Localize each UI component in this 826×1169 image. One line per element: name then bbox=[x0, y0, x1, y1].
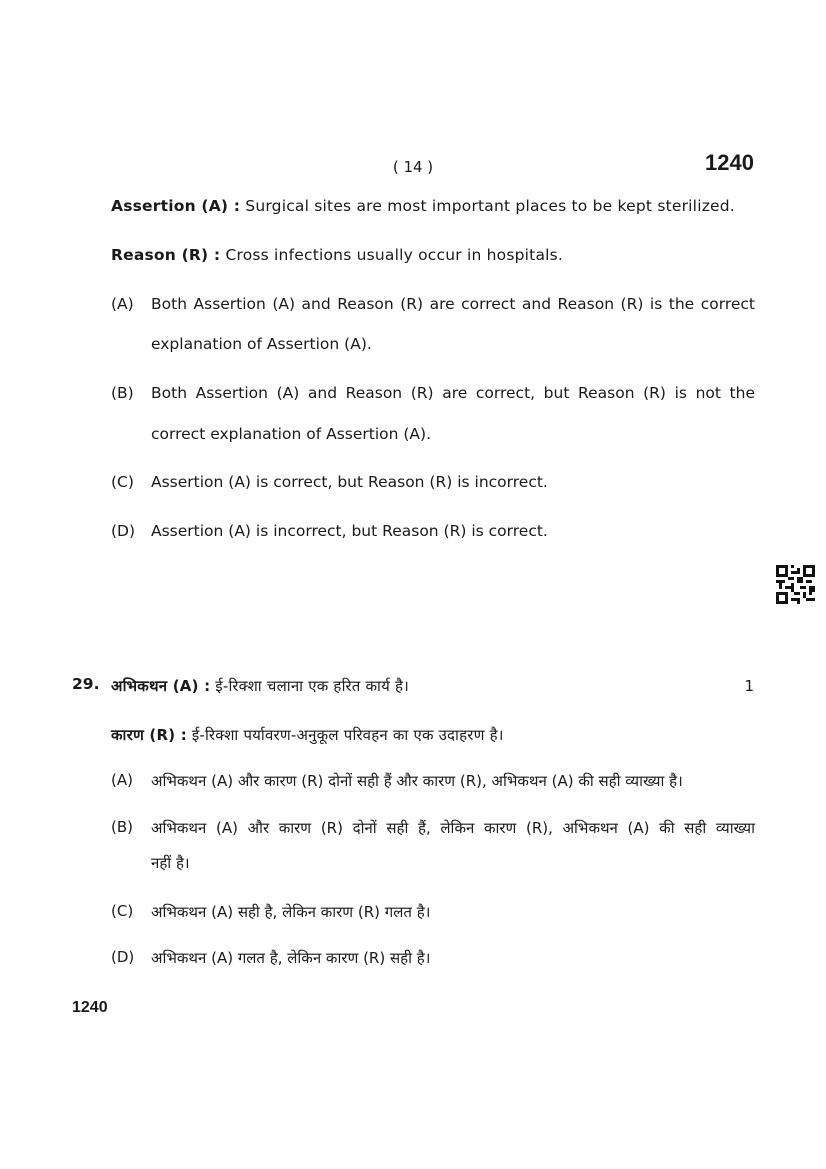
option-letter: (D) bbox=[111, 522, 136, 540]
q29-assertion-label: अभिकथन (A) : bbox=[111, 677, 211, 695]
q29-reason-label: कारण (R) : bbox=[111, 726, 187, 744]
option-letter: (A) bbox=[111, 295, 134, 313]
q29-assertion bbox=[111, 676, 409, 696]
option-letter: (C) bbox=[111, 902, 134, 920]
q29-assertion-text: ई-रिक्शा चलाना एक हरित कार्य है। bbox=[210, 677, 410, 695]
q28-reason bbox=[111, 246, 563, 264]
option-text: अभिकथन (A) गलत है, लेकिन कारण (R) सही है। bbox=[151, 949, 431, 967]
option-text: Both Assertion (A) and Reason (R) are correct and Reason (R) is the correct bbox=[151, 295, 755, 313]
q28-assertion-text: Surgical sites are most important places to be kept sterilized. bbox=[240, 197, 735, 215]
q28-reason-text: Cross infections usually occur in hospitals. bbox=[220, 246, 564, 264]
option-text: Assertion (A) is incorrect, but Reason (R) is correct. bbox=[151, 522, 548, 540]
question-number: 29. bbox=[72, 675, 100, 693]
q28-option-a-cont: explanation of Assertion (A). bbox=[151, 335, 372, 353]
paper-code-footer: 1240 bbox=[72, 999, 108, 1016]
q29-option-b-cont: नहीं है। bbox=[151, 854, 190, 872]
option-text: अभिकथन (A) और कारण (R) दोनों सही हैं और कारण (R), अभिकथन (A) की सही व्याख्या है। bbox=[151, 772, 683, 790]
option-text: अभिकथन (A) सही है, लेकिन कारण (R) गलत है। bbox=[151, 903, 431, 921]
option-text: Assertion (A) is correct, but Reason (R) is incorrect. bbox=[151, 473, 548, 491]
option-text: Both Assertion (A) and Reason (R) are correct, but Reason (R) is not the bbox=[151, 384, 755, 402]
option-letter: (D) bbox=[111, 948, 135, 966]
paper-code-header: 1240 bbox=[705, 150, 754, 175]
q29-reason bbox=[111, 725, 504, 745]
q28-assertion-label: Assertion (A) : bbox=[111, 197, 241, 215]
page-number: ( 14 ) bbox=[392, 158, 434, 176]
option-text: अभिकथन (A) और कारण (R) दोनों सही हैं, लेकिन कारण (R), अभिकथन (A) की सही व्याख्या bbox=[151, 819, 755, 837]
q28-option-b-cont: correct explanation of Assertion (A). bbox=[151, 425, 431, 443]
option-letter: (C) bbox=[111, 473, 134, 491]
q28-assertion bbox=[111, 197, 735, 215]
qr-code-icon bbox=[776, 565, 815, 604]
option-letter: (A) bbox=[111, 771, 133, 789]
question-marks: 1 bbox=[744, 677, 754, 695]
q28-reason-label: Reason (R) : bbox=[111, 246, 221, 264]
option-letter: (B) bbox=[111, 818, 133, 836]
q29-reason-text: ई-रिक्शा पर्यावरण-अनुकूल परिवहन का एक उदाहरण है। bbox=[186, 726, 504, 744]
option-letter: (B) bbox=[111, 384, 134, 402]
